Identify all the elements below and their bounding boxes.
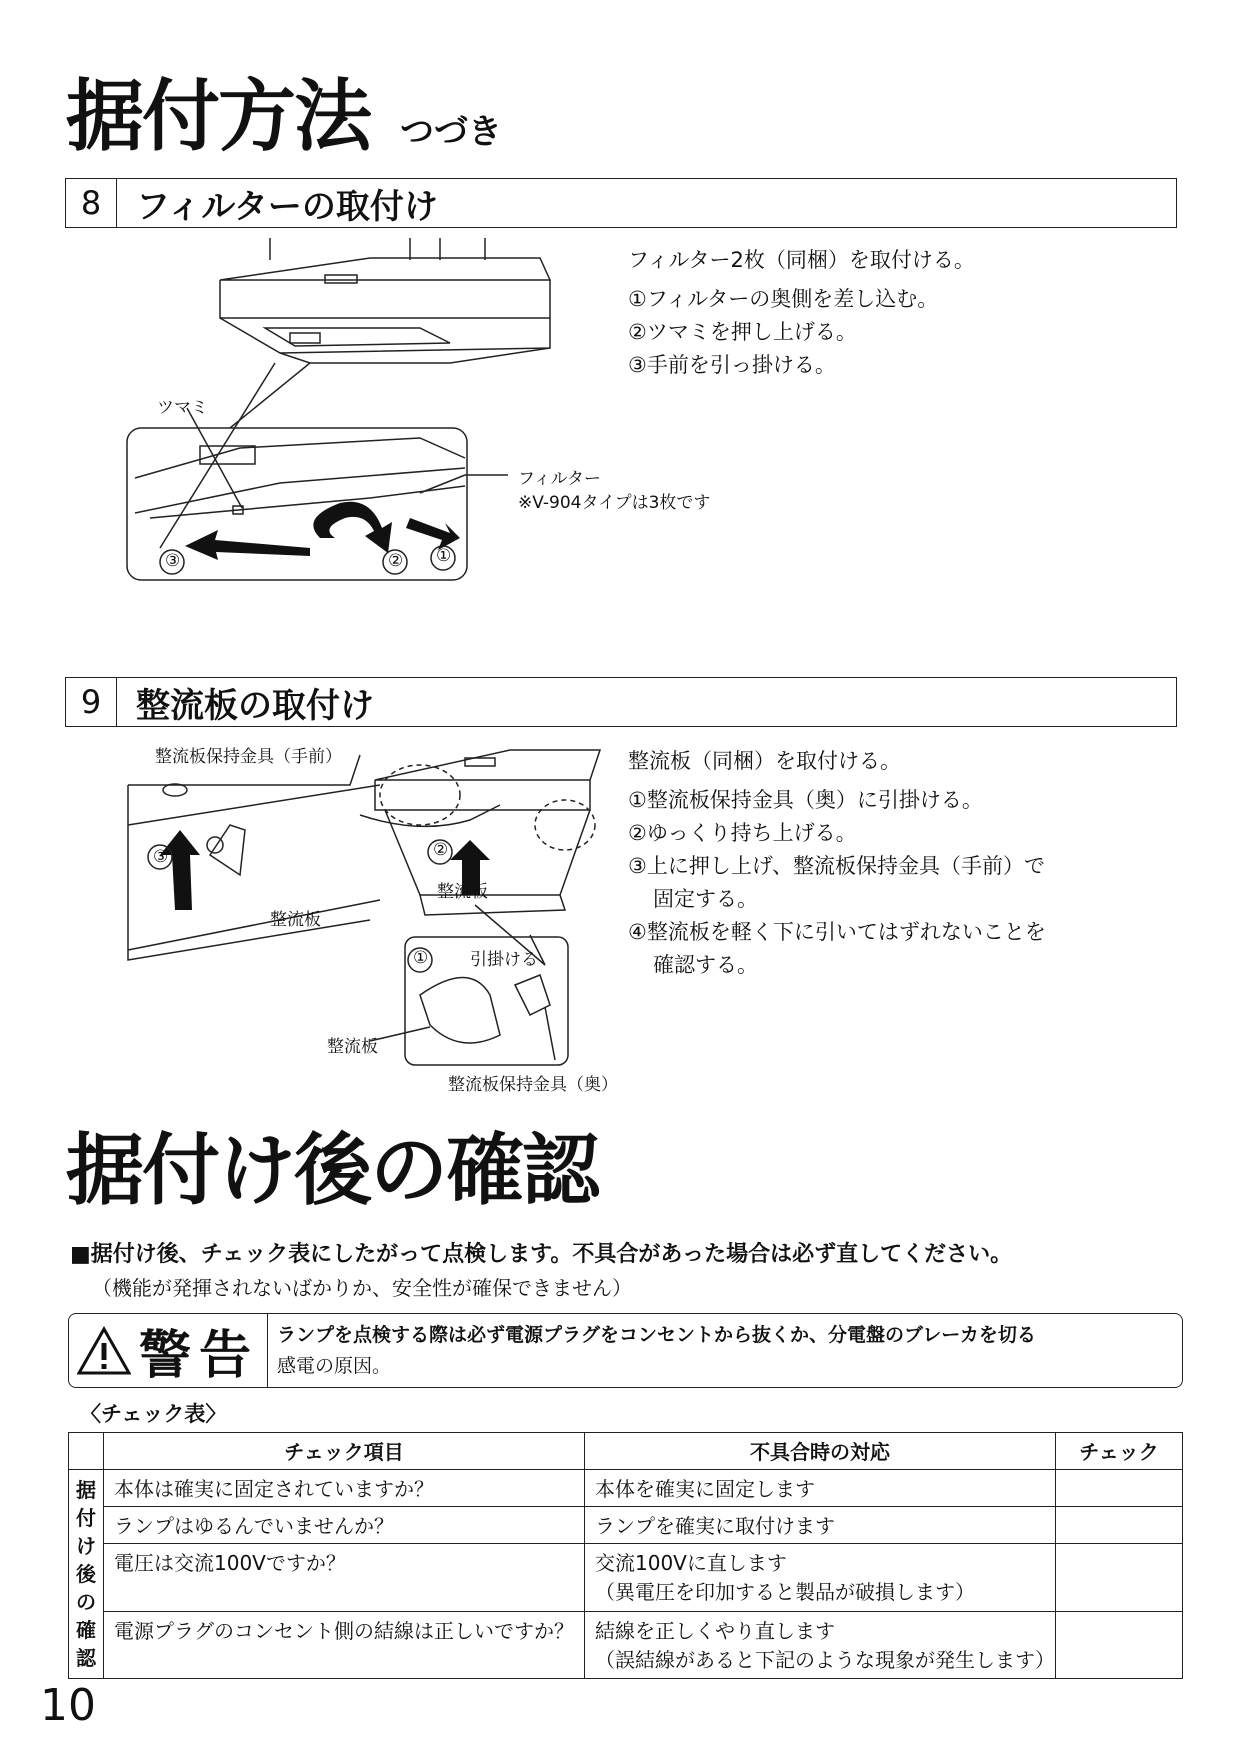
fig9-step-1: ① [413,948,429,968]
table-caption: 〈チェック表〉 [80,1402,227,1426]
fig9-label-back-bracket: 整流板保持金具（奥） [448,1075,618,1095]
fig8-step-2: ② [388,551,404,571]
fig9-label-front-bracket: 整流板保持金具（手前） [155,747,342,767]
warning-text-2: 感電の原因。 [277,1355,392,1377]
table-cell-checkbox[interactable] [1056,1470,1183,1507]
table-header-item: チェック項目 [104,1433,585,1470]
section-9-step: ③上に押し上げ、整流板保持金具（手前）で [628,854,1045,878]
fig8-label-tsumami: ツマミ [157,398,208,418]
section-9-lead: 整流板（同梱）を取付ける。 [628,749,901,773]
table-cell-item: 電圧は交流100Vですか？ [104,1544,585,1611]
fig9-label-plate: 整流板 [437,882,488,902]
warning-label-area [69,1314,268,1387]
table-cell-checkbox[interactable] [1056,1507,1183,1544]
section-9-step: 確認する。 [653,953,758,977]
page-number: 10 [40,1680,96,1731]
section-8-title: フィルターの取付け [136,186,438,227]
section-8-number: 8 [66,179,117,227]
table-cell-action [585,1470,1056,1507]
check-table [68,1432,1183,1679]
fig9-label-plate: 整流板 [270,910,321,930]
page-title [66,72,503,162]
table-cell-item: 本体は確実に固定されていますか？ [104,1470,585,1507]
warning-triangle-icon [77,1326,131,1376]
table-cell-checkbox[interactable] [1056,1544,1183,1611]
section-8-lead: フィルター2枚（同梱）を取付ける。 [628,248,975,272]
section-9-text [628,745,1046,982]
action-note: （異電圧を印加すると製品が破損します） [595,1580,975,1605]
section-9-step: 固定する。 [653,887,758,911]
action-text: 結線を正しくやり直します [595,1618,835,1643]
table-cell-item: ランプはゆるんでいませんか？ [104,1507,585,1544]
action-note: （誤結線があると下記のような現象が発生します） [595,1647,1055,1672]
table-header-check: チェック [1056,1433,1183,1470]
section-9-step: ②ゆっくり持ち上げる。 [628,821,857,845]
table-row [69,1470,1183,1507]
action-text: 交流100Vに直します [595,1551,787,1576]
table-cell-action [585,1544,1056,1611]
table-side-label: 据付け後の確認 [69,1470,104,1679]
table-row [69,1507,1183,1544]
section-9-step: ①整流板保持金具（奥）に引掛ける。 [628,788,983,812]
fig8-label-filter: フィルター [518,469,601,489]
section-9-step: ④整流板を軽く下に引いてはずれないことを [628,920,1046,944]
table-header-action: 不具合時の対応 [585,1433,1056,1470]
fig9-step-3: ③ [153,847,169,867]
warning-text-area [277,1320,1036,1382]
table-header-row [69,1433,1183,1470]
page-title-sub: つづき [400,112,503,152]
warning-label: 警告 [138,1326,259,1386]
fig8-step-3: ③ [165,551,181,571]
rectifier-plate-illustration [120,745,640,1095]
fig8-note: ※V-904タイプは3枚です [518,493,711,513]
table-cell-action [585,1611,1056,1678]
fig9-step-2: ② [433,840,449,860]
section-9-number: 9 [66,678,117,726]
warning-text: ランプを点検する際は必ず電源プラグをコンセントから抜くか、分電盤のブレーカを切る [277,1324,1036,1346]
table-cell-checkbox[interactable] [1056,1611,1183,1678]
table-cell-action [585,1507,1056,1544]
section-8-header [65,178,1177,228]
section-9-title: 整流板の取付け [136,685,374,726]
warning-box [68,1313,1183,1388]
fig8-step-1: ① [436,546,452,566]
check-title: 据付け後の確認 [66,1126,599,1216]
section-8-step: ③手前を引っ掛ける。 [628,353,836,377]
section-9-header [65,677,1177,727]
action-text: 本体を確実に固定します [595,1477,815,1501]
page-title-main: 据付方法 [66,72,371,162]
table-row [69,1611,1183,1678]
section-8-step: ①フィルターの奥側を差し込む。 [628,287,939,311]
table-row [69,1544,1183,1611]
action-text: ランプを確実に取付けます [595,1514,835,1539]
table-header-blank [69,1433,104,1470]
section-8-step: ②ツマミを押し上げる。 [628,320,857,344]
check-lead: ■据付け後、チェック表にしたがって点検します。不具合があった場合は必ず直してください。 [70,1242,1013,1267]
section-8-text [628,244,975,382]
fig9-label-hook: 引掛ける [470,950,538,970]
check-note: （機能が発揮されないばかりか、安全性が確保できません） [92,1276,632,1300]
fig9-label-plate: 整流板 [327,1037,378,1057]
table-cell-item: 電源プラグのコンセント側の結線は正しいですか？ [104,1611,585,1678]
